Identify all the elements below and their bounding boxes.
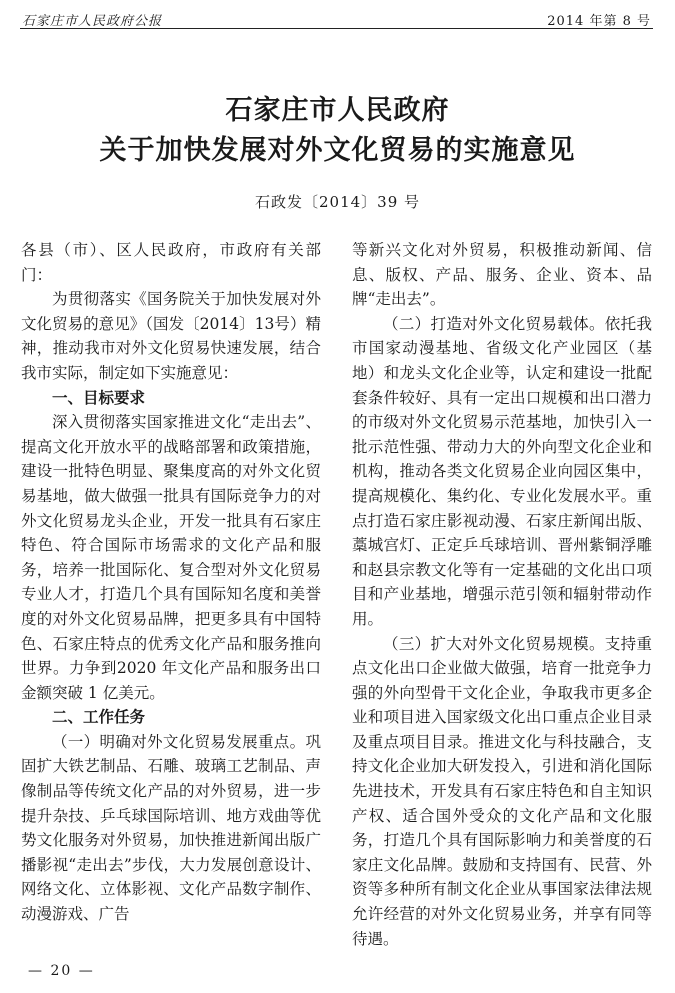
document-title-line-2: 关于加快发展对外文化贸易的实施意见 <box>99 135 576 166</box>
page-number: — 20 — <box>28 963 95 979</box>
paragraph: （一）明确对外文化贸易发展重点。巩固扩大铁艺制品、石雕、玻璃工艺制品、声像制品等传统文化产品的对外贸易，进一步提升杂技、乒乓球国际培训、地方戏曲等优势文化服务对外贸易，加快推进新闻出版广播影视“走出去”步伐，大力发展创意设计、网络文化、立体影视、文化产品数字制作、动漫游戏、广告 <box>21 732 321 924</box>
salutation: 各县（市）、区人民政府，市政府有关部门： <box>21 241 321 284</box>
running-header <box>20 8 653 29</box>
document-title-line-1: 石家庄市人民政府 <box>225 95 450 126</box>
left-column <box>21 238 321 927</box>
paragraph: （三）扩大对外文化贸易规模。支持重点文化出口企业做大做强，培育一批竞争力强的外向型骨干文化企业，争取我市更多企业和项目进入国家级文化出口重点企业目录及重点项目目录。推进文化与科技融合，支持文化企业加大研发投入，引进和消化国际先进技术，开发具有石家庄特色和自主知识产权、适合国外受众的文化产品和文化服务，打造几个具有国际影响力和美誉度的石家庄文化品牌。鼓励和支持国有、民营、外资等多种所有制文化企业从事国家法律法规允许经营的对外文化贸易业务，并享有同等待遇。 <box>352 634 652 948</box>
document-number: 石政发〔2014〕39 号 <box>254 193 421 211</box>
section-heading: 一、目标要求 <box>52 387 146 407</box>
issue-number: 2014 年第 8 号 <box>547 14 651 29</box>
paragraph: （二）打造对外文化贸易载体。依托我市国家动漫基地、省级文化产业园区（基地）和龙头文化企业等，认定和建设一批配套条件较好、具有一定出口规模和出口潜力的市级对外文化贸易示范基地，加快引入一批示范性强、带动力大的外向型文化企业和机构，推动各类文化贸易企业向园区集中，提高规模化、集约化、专业化发展水平。重点打造石家庄影视动漫、石家庄新闻出版、藁城宫灯、正定乒乓球培训、晋州紫铜浮雕和赵县宗教文化等有一定基础的文化出口项目和产业基地，增强示范引领和辐射带动作用。 <box>352 314 652 628</box>
paragraph: 等新兴文化对外贸易，积极推动新闻、信息、版权、产品、服务、企业、资本、品牌“走出去”。 <box>352 241 652 309</box>
section-heading: 二、工作任务 <box>52 707 146 727</box>
paragraph: 深入贯彻落实国家推进文化“走出去”、提高文化开放水平的战略部署和政策措施，建设一批特色明显、聚集度高的对外文化贸易基地，做大做强一批具有国际竞争力的对外文化贸易龙头企业，开发一批具有石家庄特色、符合国际市场需求的文化产品和服务，培养一批国际化、复合型对外文化贸易专业人才，打造几个具有国际知名度和美誉度的对外文化贸易品牌，把更多具有中国特色、石家庄特点的优秀文化产品和服务推向世界。力争到2020 年文化产品和服务出口金额突破 1 亿美元。 <box>21 413 321 702</box>
right-column <box>352 238 652 951</box>
paragraph: 为贯彻落实《国务院关于加快发展对外文化贸易的意见》（国发〔2014〕13号）精神，推动我市对外文化贸易快速发展，结合我市实际，制定如下实施意见： <box>21 290 321 382</box>
publication-name: 石家庄市人民政府公报 <box>22 14 163 29</box>
